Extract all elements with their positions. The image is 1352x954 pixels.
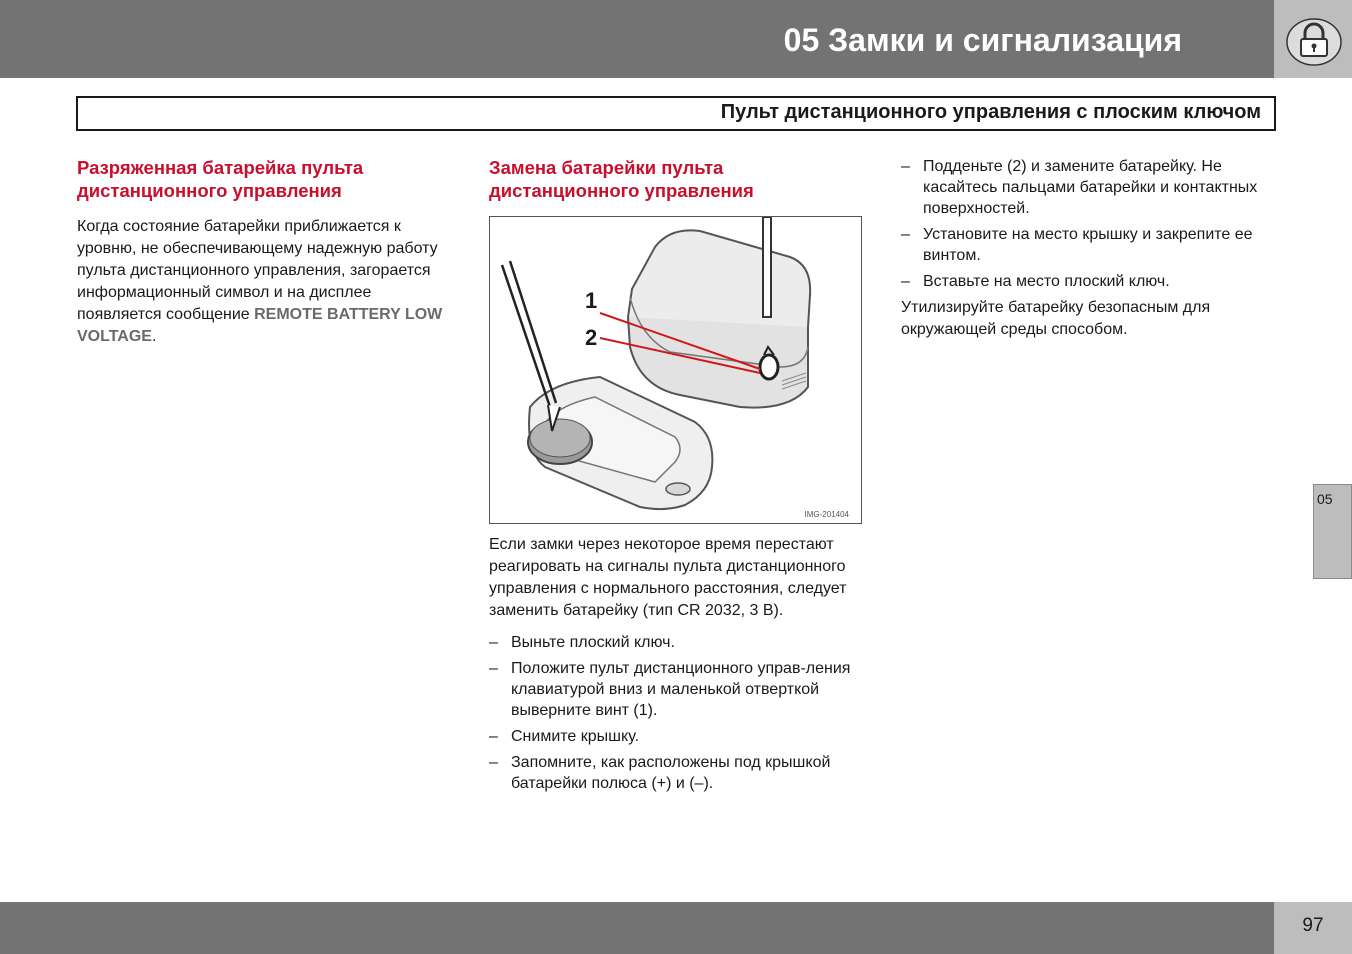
remote-illustration [490, 217, 861, 523]
display-message: REMOTE BATTERY LOW VOLTAGE [77, 306, 443, 345]
text-end: . [151, 328, 157, 345]
section-title: Пульт дистанционного управления с плоским ключом [720, 101, 1261, 123]
list-item [489, 726, 863, 747]
low-battery-text: Когда состояние батарейки приближается к уровню, не обеспечивающему надежную работу пульта дистанционного управления, загорается информационный символ и на дисплее появляется сообщение [77, 218, 438, 323]
column-1 [77, 156, 457, 348]
footer-bar [0, 902, 1274, 954]
low-battery-paragraph [77, 216, 457, 348]
replace-intro-paragraph: Если замки через некоторое время перестают реагировать на сигналы пульта дистанционного управления с нормального расстояния, следует заменить батарейку (тип CR 2032, 3 В). [489, 536, 847, 619]
step-text: Снимите крышку. [511, 728, 640, 745]
header-bar [0, 0, 1274, 78]
chapter-title: 05 Замки и сигнализация [783, 22, 1182, 58]
step-text: Вставьте на место плоский ключ. [923, 273, 1170, 290]
heading-replace-battery: Замена батарейки пульта дистанционного управления [489, 157, 754, 201]
step-text: Положите пульт дистанционного управ-ления клавиатурой вниз и маленькой отверткой выверните винт (1). [511, 660, 851, 719]
dash: – [901, 158, 910, 175]
list-item [901, 271, 1281, 292]
image-code: IMG-201404 [804, 510, 849, 519]
page-number: 97 [1302, 915, 1324, 936]
heading-low-battery: Разряженная батарейка пульта дистанционного управления [77, 157, 364, 201]
dash: – [489, 728, 498, 745]
callout-label-2: 2 [585, 325, 598, 350]
dash: – [489, 660, 498, 677]
column-3 [901, 156, 1281, 341]
lock-icon [1284, 17, 1344, 67]
step-text: Установите на место крышку и закрепите ее винтом. [923, 226, 1253, 264]
chapter-tab[interactable] [1313, 484, 1352, 579]
column-2 [489, 156, 863, 799]
list-item [901, 224, 1281, 266]
chapter-icon-box [1274, 0, 1352, 78]
steps-list-1 [489, 632, 863, 794]
chapter-tab-label: 05 [1317, 491, 1333, 507]
list-item [901, 156, 1281, 219]
step-text: Выньте плоский ключ. [511, 634, 675, 651]
page-number-box [1274, 902, 1352, 954]
list-item [489, 658, 863, 721]
dash: – [489, 754, 498, 771]
step-text: Запомните, как расположены под крышкой батарейки полюса (+) и (–). [511, 754, 831, 792]
dash: – [901, 226, 910, 243]
list-item [489, 632, 863, 653]
dash: – [901, 273, 910, 290]
section-header-box [76, 96, 1276, 131]
recycle-paragraph: Утилизируйте батарейку безопасным для окружающей среды способом. [901, 299, 1211, 338]
dash: – [489, 634, 498, 651]
step-text: Подденьте (2) и замените батарейку. Не касайтесь пальцами батарейки и контактных поверхностей. [923, 158, 1258, 217]
callout-label-1: 1 [585, 288, 598, 313]
list-item [489, 752, 863, 794]
steps-list-2 [901, 156, 1281, 292]
battery-figure [489, 216, 862, 524]
